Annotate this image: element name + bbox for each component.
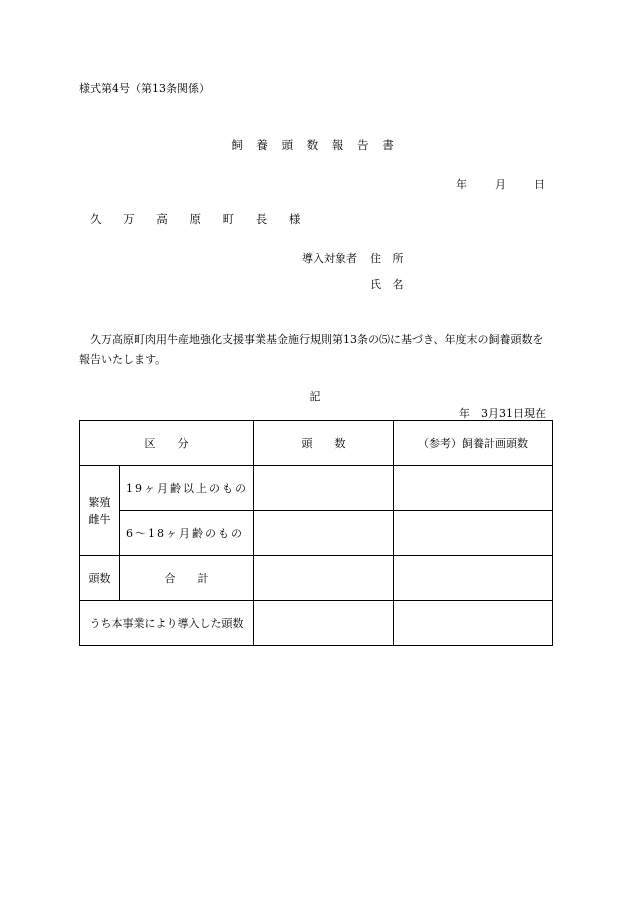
group-breeding-line2: 雌牛 xyxy=(88,512,111,526)
plan-cell[interactable] xyxy=(394,556,553,601)
address-label: 住 所 xyxy=(370,252,408,265)
document-title: 飼 養 頭 数 報 告 書 xyxy=(231,138,399,152)
plan-cell[interactable] xyxy=(394,511,553,556)
row-total: 合 計 xyxy=(120,556,254,601)
plan-cell[interactable] xyxy=(394,466,553,511)
group-head-count: 頭数 xyxy=(80,556,120,601)
date-line xyxy=(456,176,545,192)
row-6-18-months: 6～18ヶ月齢のもの xyxy=(120,511,254,556)
form-number: 様式第4号（第13条関係） xyxy=(79,82,210,95)
head-count-table xyxy=(79,420,553,646)
body-text: 久万高原町肉用牛産地強化支援事業基金施行規則第13条の⑸に基づき、年度末の飼養頭数を報告いたします。 xyxy=(79,333,544,366)
name-label: 氏 名 xyxy=(370,278,408,291)
group-breeding-line1: 繁殖 xyxy=(88,495,111,509)
date-month: 月 xyxy=(495,178,506,191)
count-cell[interactable] xyxy=(254,511,394,556)
table-row xyxy=(80,466,553,511)
table-row xyxy=(80,511,553,556)
header-count: 頭 数 xyxy=(254,421,394,466)
table-row xyxy=(80,556,553,601)
count-cell[interactable] xyxy=(254,601,394,646)
header-category: 区 分 xyxy=(80,421,254,466)
plan-cell[interactable] xyxy=(394,601,553,646)
table-row xyxy=(80,601,553,646)
header-plan: （参考）飼養計画頭数 xyxy=(394,421,553,466)
count-cell[interactable] xyxy=(254,556,394,601)
date-year: 年 xyxy=(456,178,467,191)
row-introduced: うち本事業により導入した頭数 xyxy=(80,601,254,646)
as-of-date: 年 3月31日現在 xyxy=(459,407,546,420)
group-breeding-cows xyxy=(80,466,120,556)
addressee: 久 万 高 原 町 長 様 xyxy=(90,212,310,226)
row-19-months-plus: 19ヶ月齢以上のもの xyxy=(120,466,254,511)
ki-heading: 記 xyxy=(309,390,321,403)
applicant-label: 導入対象者 xyxy=(302,252,357,265)
date-day: 日 xyxy=(534,178,545,191)
count-cell[interactable] xyxy=(254,466,394,511)
table-header-row xyxy=(80,421,553,466)
